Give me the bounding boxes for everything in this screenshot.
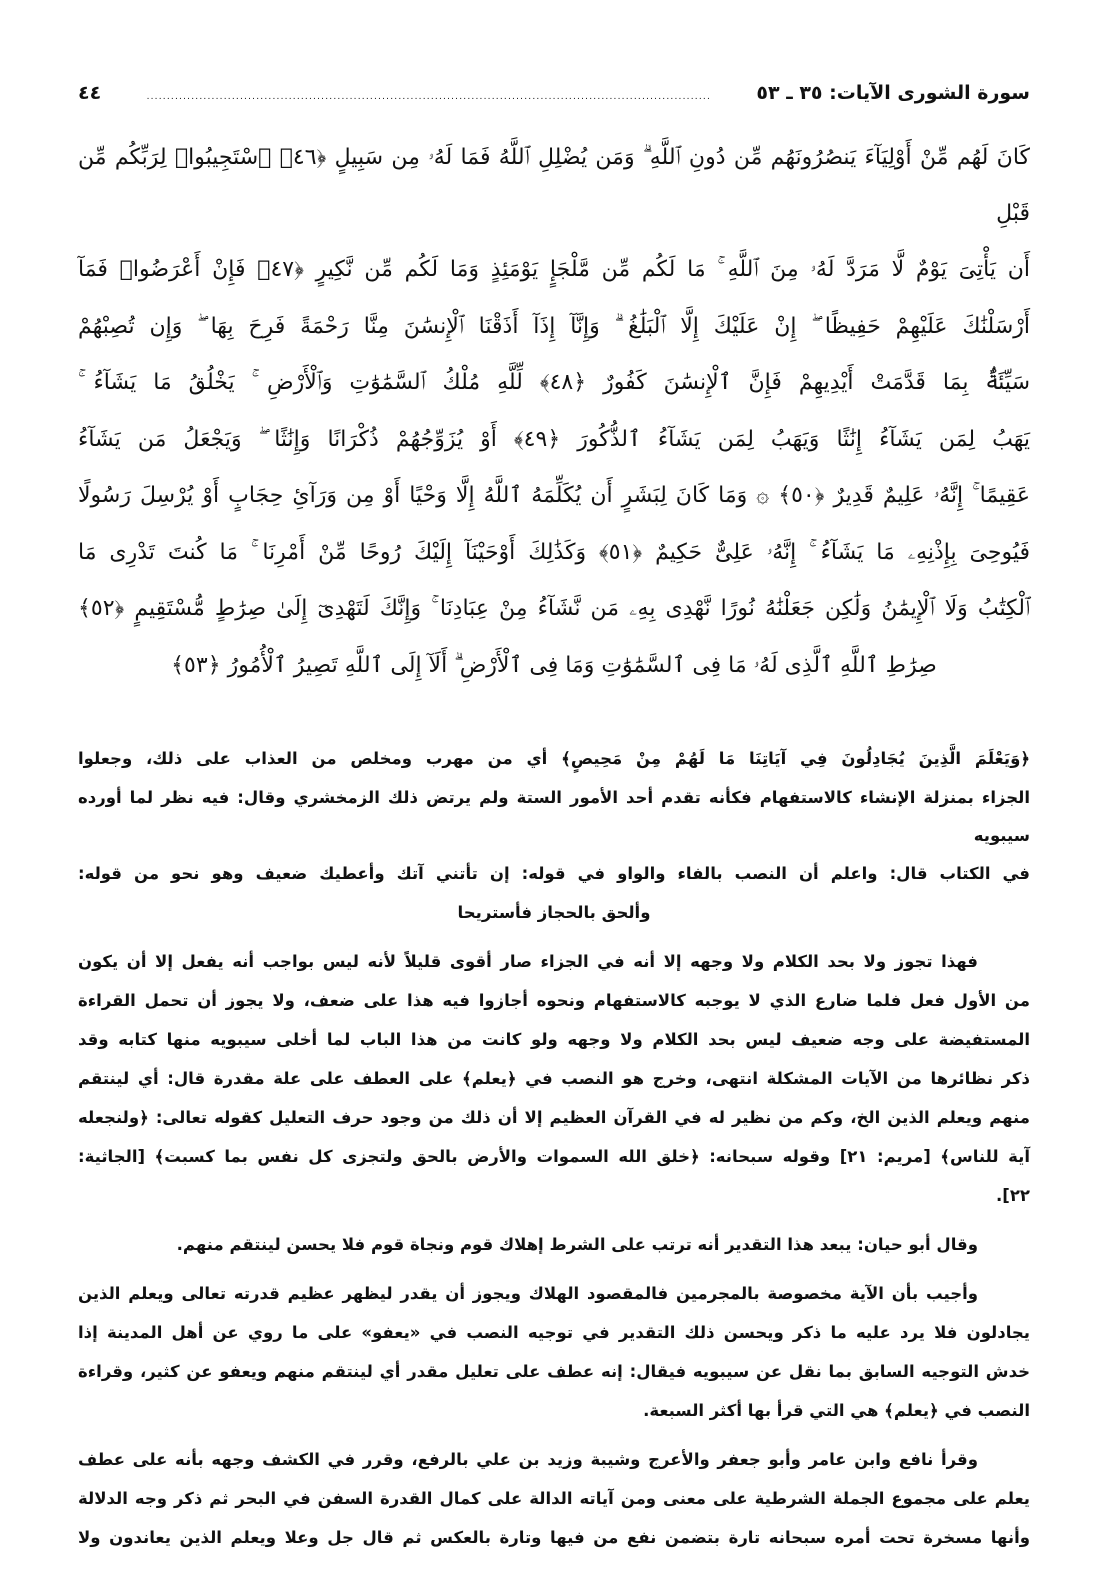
text-line: وأجيب بأن الآية مخصوصة بالمجرمين فالمقصود الهلاك ويجوز أن يقدر ليظهر عظيم قدرته تعالى ويعلم الذين (78, 1284, 978, 1303)
surah-title: سورة الشورى الآيات: ٣٥ ـ ٥٣ (756, 82, 1030, 104)
text-line: وقال أبو حيان: يبعد هذا التقدير أنه ترتب على الشرط إهلاك قوم ونجاة قوم فلا يحسن لينتقم منهم. (176, 1235, 978, 1254)
text-line: وقرأ نافع وابن عامر وأبو جعفر والأعرج وشيبة وزيد بن علي بالرفع، وقرر في الكشف وجهه بأنه على عطف (78, 1450, 978, 1469)
text-line: في الكتاب قال: واعلم أن النصب بالفاء والواو في قوله: إن تأتني آتك وأعطيك ضعيف وهو نحو من قوله: (78, 864, 1030, 883)
text-line: وأنها مسخرة تحت أمره سبحانه تارة بتضمن نفع من فيها وتارة بالعكس ثم قال جل وعلا ويعلم الذين يعاندون ولا (78, 1528, 1030, 1547)
text-line: منهم ويعلم الذين الخ، وكم من نظير له في القرآن العظيم إلا أن ذلك من وجود حرف التعليل كقوله تعالى: ﴿ولنجعله (78, 1108, 1030, 1127)
text-line: من الأول فعل فلما ضارع الذي لا يوجبه كالاستفهام ونحوه أجازوا فيه هذا على ضعف، ولا يجوز أن تحمل القراءة (78, 991, 1030, 1010)
text-line: ﴿وَيَعْلَمَ الَّذِينَ يُجَادِلُونَ فِي آيَاتِنَا مَا لَهُمْ مِنْ مَحِيصٍ﴾ أي من مهرب ومخلص من العذاب على ذلك، وجعلوا (78, 749, 1030, 768)
text-line: ٢٢]. (996, 1186, 1030, 1205)
text-line: المستفيضة على وجه ضعيف ليس بحد الكلام ولا وجهه ولو كانت من هذا الباب لما أخلى سيبويه منها كتابه وقد (78, 1030, 1030, 1049)
text-line: آية للناس﴾ [مريم: ٢١] وقوله سبحانه: ﴿خلق الله السموات والأرض بالحق ولتجزى كل نفس بما كسبت﴾ [الجاثية: (78, 1147, 1030, 1166)
paragraph-1 (78, 740, 1030, 894)
text-line: يعلم على مجموع الجملة الشرطية على معنى ومن آياته الدالة على كمال القدرة السفن في البحر ثم ذكر وجه الدلالة (78, 1489, 1030, 1508)
leader-dots: ........................................................................................................................................... (146, 92, 712, 102)
quran-text (78, 130, 1030, 694)
quran-line: أَرْسَلْنَٰكَ عَلَيْهِمْ حَفِيظًا ۖ إِنْ عَلَيْكَ إِلَّا ٱلْبَلَٰغُ ۗ وَإِنَّآ إِذَآ أَذَقْنَا ٱلْإِنسَٰنَ مِنَّا رَحْمَةً فَرِحَ بِهَا ۖ وَإِن تُصِبْهُمْ (78, 313, 1030, 339)
text-line: ذكر نظائرها من الآيات المشكلة انتهى، وخرج هو النصب في ﴿يعلم﴾ على العطف على علة مقدرة قال: أي لينتقم (78, 1069, 1030, 1088)
quran-line: سَيِّئَةٌۢ بِمَا قَدَّمَتْ أَيْدِيهِمْ فَإِنَّ ٱلْإِنسَٰنَ كَفُورٌ ﴿٤٨﴾ لِّلَّهِ مُلْكُ ٱلسَّمَٰوَٰتِ وَٱلْأَرْضِ ۚ يَخْلُقُ مَا يَشَآءُ ۚ (78, 370, 1031, 395)
quran-line: صِرَٰطِ ٱللَّهِ ٱلَّذِى لَهُۥ مَا فِى ٱلسَّمَٰوَٰتِ وَمَا فِى ٱلْأَرْضِ ۗ أَلَآ إِلَى ٱللَّهِ تَصِيرُ ٱلْأُمُورُ ﴿٥٣﴾ (171, 652, 937, 678)
poetry-verse: وألحق بالحجاز فأستريحا (457, 903, 651, 922)
text-line: فهذا تجوز ولا بحد الكلام ولا وجهه إلا أنه في الجزاء صار أقوى قليلاً لأنه ليس بواجب أنه يفعل إلا أن يكون (78, 952, 978, 971)
quran-line: عَقِيمًا ۚ إِنَّهُۥ عَلِيمٌ قَدِيرٌ ﴿٥٠﴾ ۞ وَمَا كَانَ لِبَشَرٍ أَن يُكَلِّمَهُ ٱللَّهُ إِلَّا وَحْيًا أَوْ مِن وَرَآئِ حِجَابٍ أَوْ يُرْسِلَ رَسُولًا (78, 483, 1030, 508)
quran-line: كَانَ لَهُم مِّنْ أَوْلِيَآءَ يَنصُرُونَهُم مِّن دُونِ ٱللَّهِ ۗ وَمَن يُضْلِلِ ٱللَّهُ فَمَا لَهُۥ مِن سَبِيلٍ ﴿٤٦﴾ ٱسْتَجِيبُوا۟ لِرَبِّكُم مِّن قَبْلِ (78, 145, 1030, 226)
text-line: الجزاء بمنزلة الإنشاء كالاستفهام فكأنه تقدم أحد الأمور الستة ولم يرتض ذلك الزمخشري وقال: فيه نظر لما أورده سيبويه (78, 788, 1030, 845)
text-line: يجادلون فلا يرد عليه ما ذكر ويحسن ذلك التقدير في توجيه النصب في «يعفو» على ما روي عن أهل المدينة إذا (78, 1323, 1030, 1342)
quran-line: فَيُوحِىَ بِإِذْنِهِۦ مَا يَشَآءُ ۚ إِنَّهُۥ عَلِىٌّ حَكِيمٌ ﴿٥١﴾ وَكَذَٰلِكَ أَوْحَيْنَآ إِلَيْكَ رُوحًا مِّنْ أَمْرِنَا ۚ مَا كُنتَ تَدْرِى مَا (78, 539, 1030, 565)
page-number: ٤٤ (78, 82, 102, 104)
commentary (78, 740, 1030, 1558)
quran-line: يَهَبُ لِمَن يَشَآءُ إِنَٰثًا وَيَهَبُ لِمَن يَشَآءُ ٱلذُّكُورَ ﴿٤٩﴾ أَوْ يُزَوِّجُهُمْ ذُكْرَانًا وَإِنَٰثًا ۖ وَيَجْعَلُ مَن يَشَآءُ (78, 426, 1030, 452)
paragraph-5 (78, 1441, 1030, 1558)
quran-line: ٱلْكِتَٰبُ وَلَا ٱلْإِيمَٰنُ وَلَٰكِن جَعَلْنَٰهُ نُورًا نَّهْدِى بِهِۦ مَن نَّشَآءُ مِنْ عِبَادِنَا ۚ وَإِنَّكَ لَتَهْدِىٓ إِلَىٰ صِرَٰطٍ مُّسْتَقِيمٍ ﴿٥٢﴾ (78, 596, 1030, 621)
book-page (78, 82, 1030, 1558)
text-line: النصب في ﴿يعلم﴾ هي التي قرأ بها أكثر السبعة. (643, 1401, 1030, 1420)
running-header (78, 82, 1030, 118)
paragraph-2 (78, 943, 1030, 1216)
text-line: خدش التوجيه السابق بما نقل عن سيبويه فيقال: إنه عطف على تعليل مقدر أي لينتقم منهم ويعفو عن كثير، وقراءة (78, 1362, 1030, 1381)
quran-line: أَن يَأْتِىَ يَوْمٌ لَّا مَرَدَّ لَهُۥ مِنَ ٱللَّهِ ۚ مَا لَكُم مِّن مَّلْجَإٍ يَوْمَئِذٍ وَمَا لَكُم مِّن نَّكِيرٍ ﴿٤٧﴾ فَإِنْ أَعْرَضُوا۟ فَمَآ (78, 257, 1031, 282)
paragraph-4 (78, 1275, 1030, 1431)
paragraph-3 (78, 1226, 1030, 1265)
